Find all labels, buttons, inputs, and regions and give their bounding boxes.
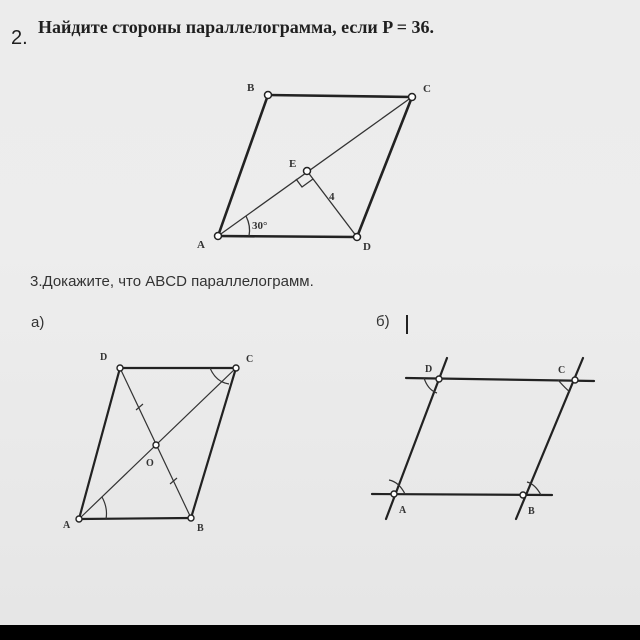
angle-label: 30° [252, 220, 268, 232]
task-2-number: 2. [11, 27, 28, 49]
label-c: C [423, 83, 431, 95]
vertex-c [572, 377, 578, 383]
task-3-title: 3.Докажите, что ABCD параллелограмм. [30, 273, 314, 290]
vertex-a [391, 491, 397, 497]
label-d: D [363, 241, 371, 253]
label-d: D [425, 364, 433, 375]
segment-length: 4 [329, 191, 335, 203]
label-a: A [63, 520, 71, 531]
label-b: B [528, 506, 535, 517]
line-dc [406, 378, 594, 381]
task-2-title: Найдите стороны параллелограмма, если P = 36. [38, 17, 435, 37]
label-b: B [197, 523, 204, 534]
label-b: B [247, 82, 255, 94]
part-b-label: б) [376, 313, 390, 330]
label-c: C [246, 354, 254, 365]
angle-arc-c [558, 380, 570, 392]
part-a-label: а) [31, 314, 45, 331]
label-o: O [146, 458, 154, 469]
vertex-d [436, 376, 442, 382]
label-d: D [100, 352, 108, 363]
vertex-b [520, 492, 526, 498]
label-a: A [399, 505, 407, 516]
label-c: C [558, 365, 566, 376]
label-a: A [197, 239, 205, 251]
label-e: E [289, 158, 297, 170]
